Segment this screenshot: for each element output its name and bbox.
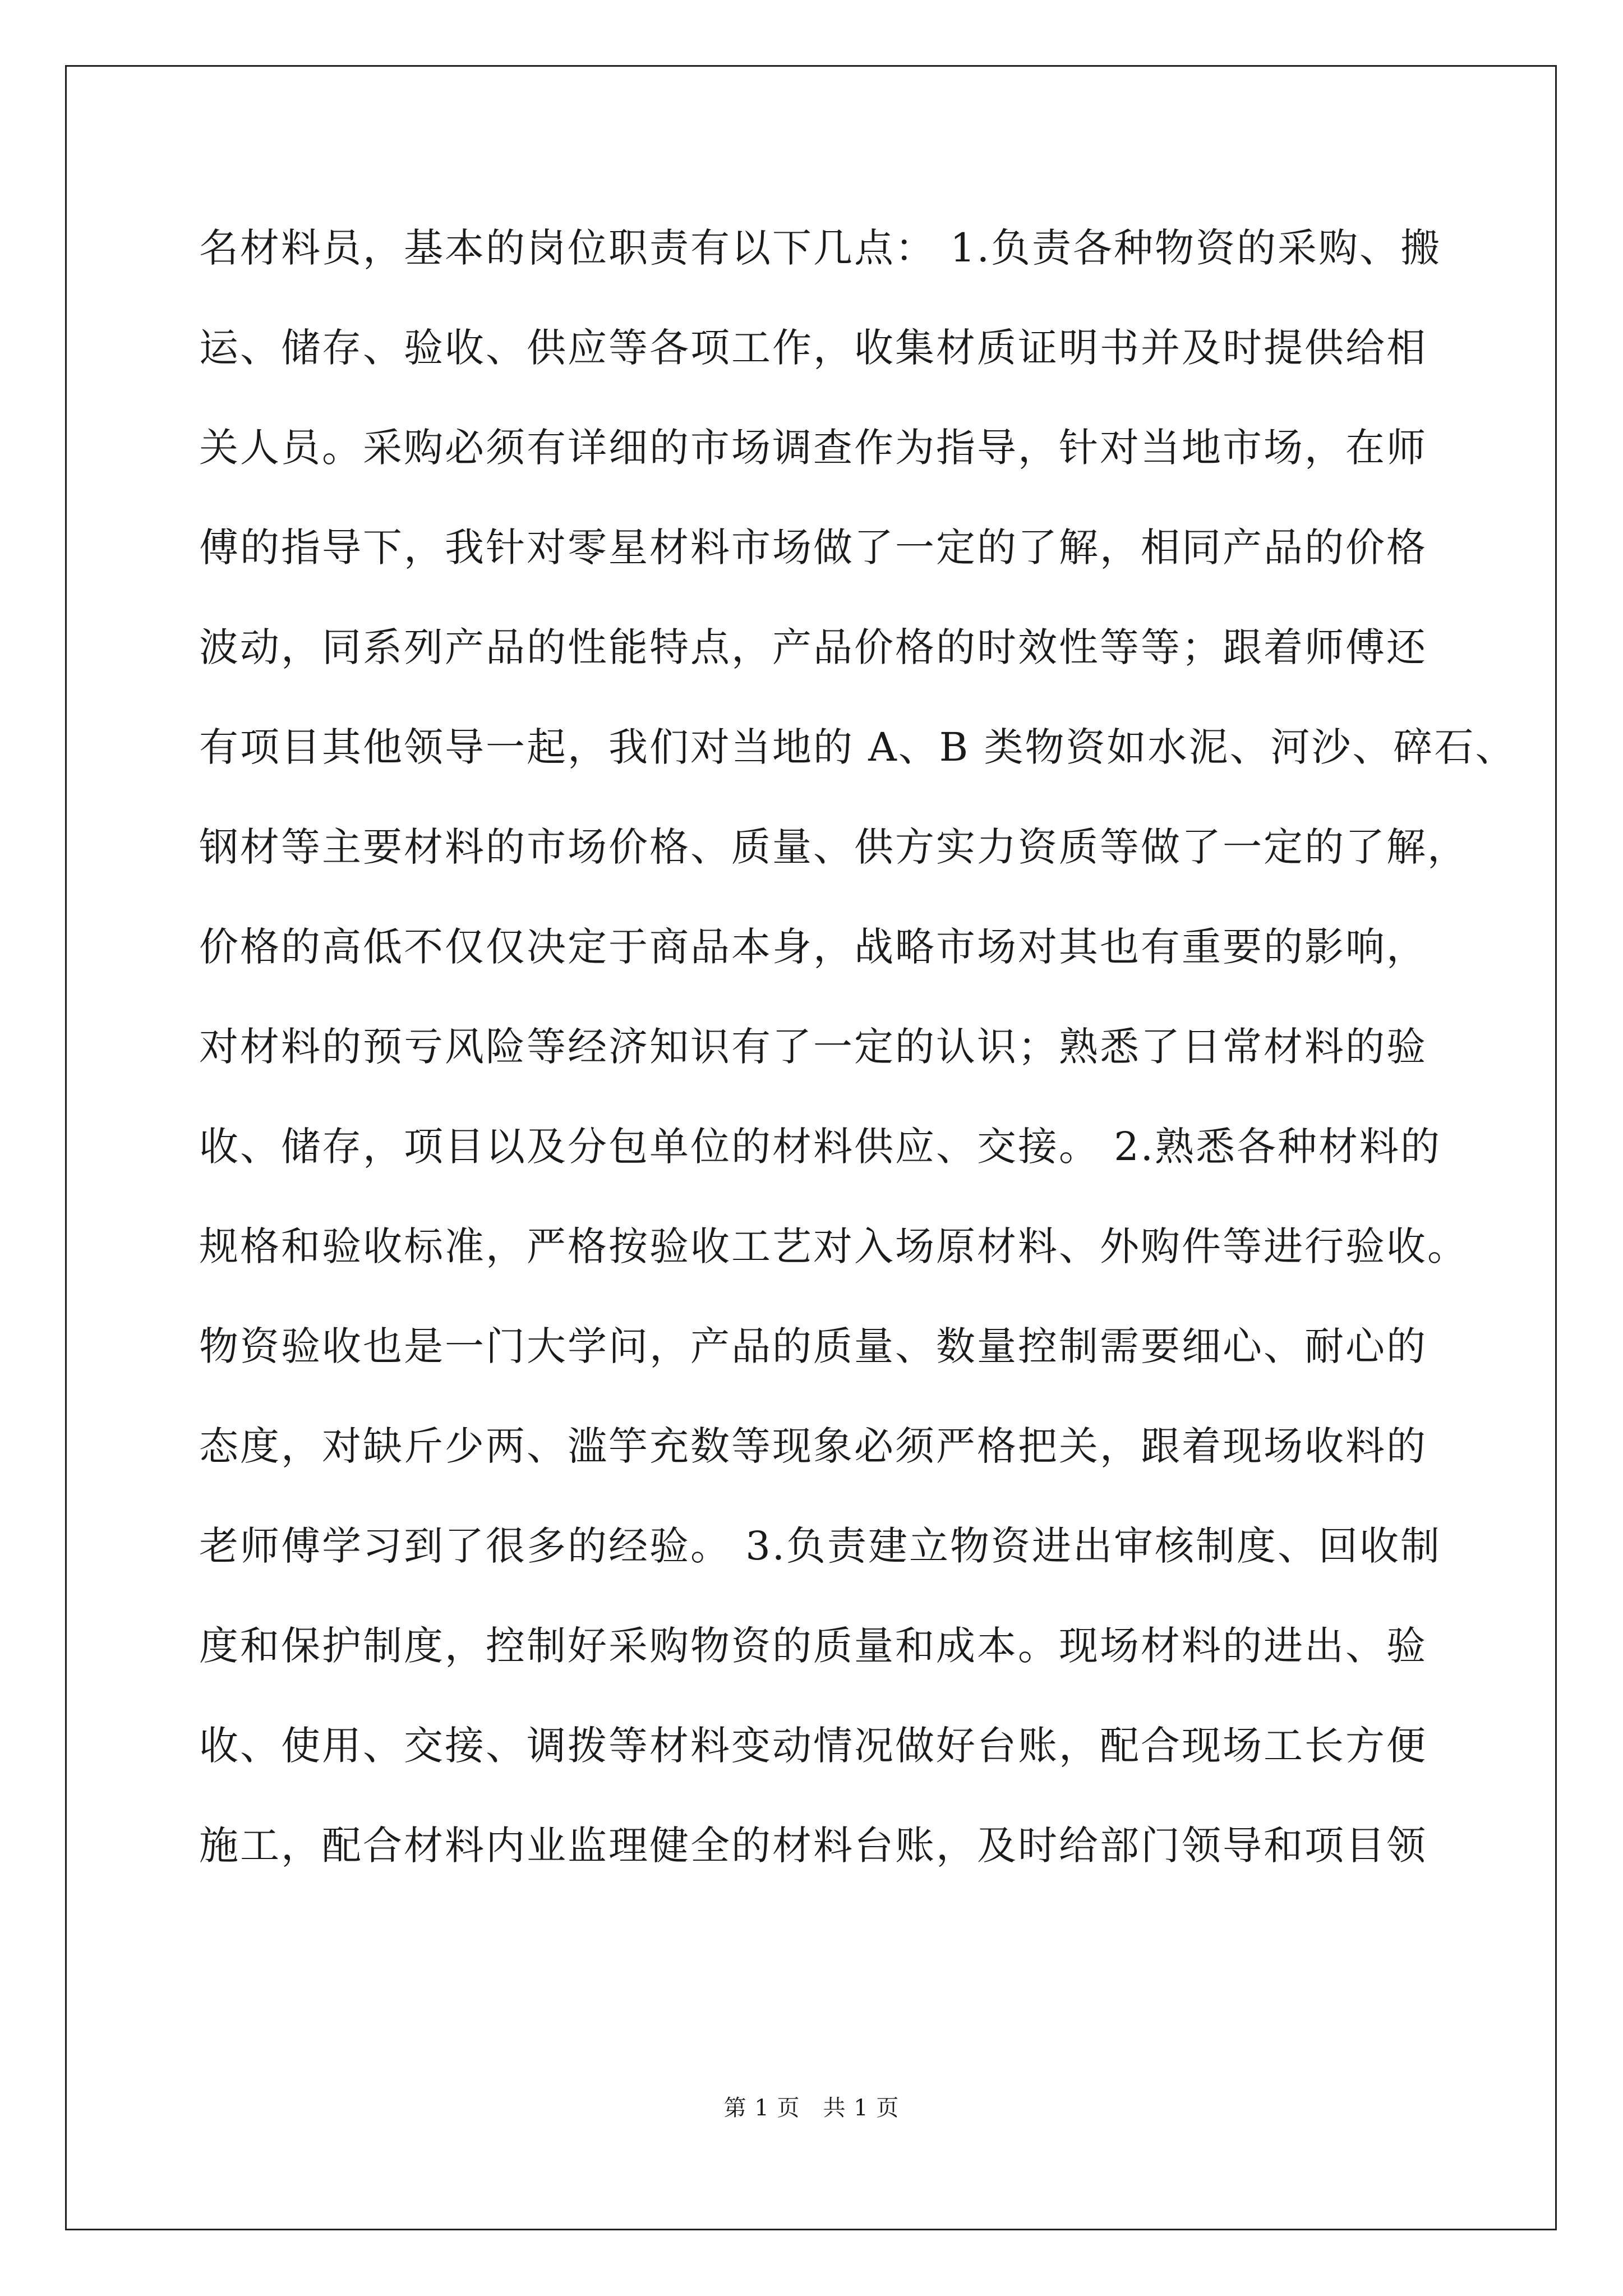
body-line-9: 对材料的预亏风险等经济知识有了一定的认识；熟悉了日常材料的验 xyxy=(199,1024,1427,1070)
body-line-6: 有项目其他领导一起，我们对当地的 A、B 类物资如水泥、河沙、碎石、 xyxy=(199,724,1516,770)
body-line-3: 关人员。采购必须有详细的市场调查作为指导，针对当地市场，在师 xyxy=(199,425,1427,471)
document-body xyxy=(199,220,1516,1917)
page-number-footer: 第 1 页 共 1 页 xyxy=(723,2095,900,2121)
body-line-8: 价格的高低不仅仅决定于商品本身，战略市场对其也有重要的影响， xyxy=(199,924,1427,970)
body-line-10: 收、储存，项目以及分包单位的材料供应、交接。 2.熟悉各种材料的 xyxy=(199,1124,1442,1170)
body-line-5: 波动，同系列产品的性能特点，产品价格的时效性等等；跟着师傅还 xyxy=(199,624,1427,670)
body-line-16: 收、使用、交接、调拨等材料变动情况做好台账，配合现场工长方便 xyxy=(199,1723,1427,1769)
body-line-2: 运、储存、验收、供应等各项工作，收集材质证明书并及时提供给相 xyxy=(199,325,1427,371)
body-line-11: 规格和验收标准，严格按验收工艺对入场原材料、外购件等进行验收。 xyxy=(199,1223,1468,1269)
body-line-12: 物资验收也是一门大学问，产品的质量、数量控制需要细心、耐心的 xyxy=(199,1323,1427,1369)
body-line-14: 老师傅学习到了很多的经验。 3.负责建立物资进出审核制度、回收制 xyxy=(199,1523,1442,1569)
body-line-13: 态度，对缺斤少两、滥竽充数等现象必须严格把关，跟着现场收料的 xyxy=(199,1423,1427,1469)
body-line-1: 名材料员，基本的岗位职责有以下几点： 1.负责各种物资的采购、搬 xyxy=(199,225,1442,271)
body-line-7: 钢材等主要材料的市场价格、质量、供方实力资质等做了一定的了解， xyxy=(199,824,1468,870)
body-line-17: 施工，配合材料内业监理健全的材料台账，及时给部门领导和项目领 xyxy=(199,1823,1427,1869)
body-line-4: 傅的指导下，我针对零星材料市场做了一定的了解，相同产品的价格 xyxy=(199,524,1427,570)
body-line-15: 度和保护制度，控制好采购物资的质量和成本。现场材料的进出、验 xyxy=(199,1623,1427,1669)
